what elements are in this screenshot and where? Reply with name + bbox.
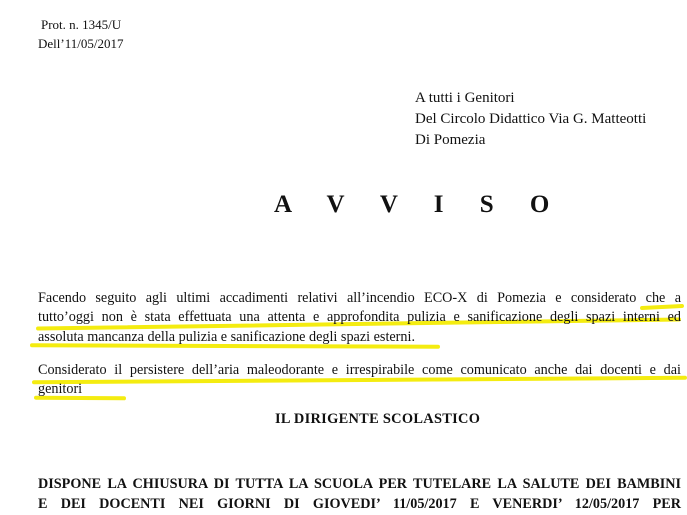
document-title: A V V I S O [274, 191, 565, 218]
recipient-line-2: Del Circolo Didattico Via G. Matteotti [415, 111, 647, 127]
decision-line-2: E DEI DOCENTI NEI GIORNI DI GIOVEDI’ 11/05/2017 E VENERDI’ 12/05/2017 PER [38, 496, 681, 512]
protocol-number: Prot. n. 1345/U [41, 17, 122, 32]
signer-title: IL DIRIGENTE SCOLASTICO [275, 411, 481, 427]
decision-line-1: DISPONE LA CHIUSURA DI TUTTA LA SCUOLA PER TUTELARE LA SALUTE DEI BAMBINI [38, 476, 681, 492]
recipient-line-1: A tutti i Genitori [415, 90, 515, 106]
paragraph-2-line-2: genitori [38, 381, 83, 397]
paragraph-2-line-1: Considerato il persistere dell’aria maleodorante e irrespirabile come comunicato anche dai docenti e dai [38, 362, 681, 378]
paragraph-1-line-2: tutto’oggi non è stata effettuata una attenta e approfondita pulizia e sanificazione degli spazi interni ed [38, 309, 681, 325]
paragraph-1-line-1: Facendo seguito agli ultimi accadimenti relativi all’incendio ECO-X di Pomezia e considerato che a [38, 290, 681, 306]
recipient-line-3: Di Pomezia [415, 132, 486, 148]
protocol-date: Dell’11/05/2017 [38, 36, 124, 51]
paragraph-1-line-3: assoluta mancanza della pulizia e sanificazione degli spazi esterni. [38, 329, 415, 345]
